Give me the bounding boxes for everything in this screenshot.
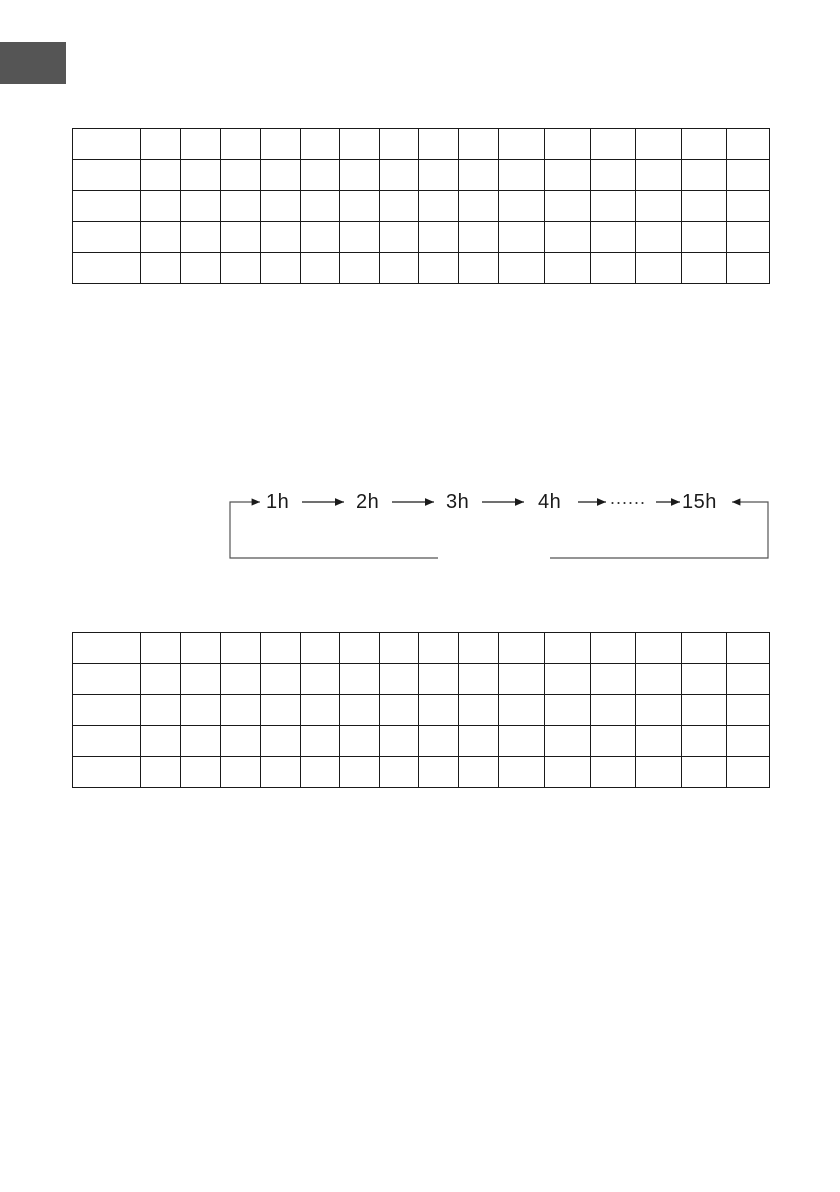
timer-cycle-diagram xyxy=(220,480,780,580)
table-cell xyxy=(727,129,770,160)
table-cell xyxy=(340,633,380,664)
table-cell xyxy=(459,664,499,695)
table-cell xyxy=(141,757,181,788)
table-cell xyxy=(261,160,301,191)
table-cell xyxy=(591,633,636,664)
table-cell xyxy=(499,757,545,788)
table-cell xyxy=(499,222,545,253)
table-cell xyxy=(340,129,380,160)
table-cell xyxy=(141,129,181,160)
table-row xyxy=(73,222,770,253)
table-row xyxy=(73,633,770,664)
table-cell xyxy=(419,129,459,160)
table-cell xyxy=(636,129,682,160)
table-cell xyxy=(301,726,340,757)
table-cell xyxy=(221,222,261,253)
table-cell xyxy=(181,222,221,253)
cycle-step-15h: 15h xyxy=(682,491,717,513)
table-cell xyxy=(682,253,727,284)
table-cell xyxy=(261,633,301,664)
table-cell xyxy=(261,664,301,695)
table-cell xyxy=(682,222,727,253)
table-cell xyxy=(459,757,499,788)
table-cell xyxy=(591,726,636,757)
table-cell xyxy=(419,633,459,664)
table-top xyxy=(72,128,770,284)
table-cell xyxy=(73,253,141,284)
table-cell xyxy=(181,633,221,664)
table-cell xyxy=(221,160,261,191)
table-cell xyxy=(499,160,545,191)
table-cell xyxy=(636,222,682,253)
table-row xyxy=(73,664,770,695)
table-cell xyxy=(727,191,770,222)
table-cell xyxy=(459,160,499,191)
table-cell xyxy=(636,191,682,222)
table-cell xyxy=(727,664,770,695)
table-cell xyxy=(301,191,340,222)
table-cell xyxy=(419,253,459,284)
table-cell xyxy=(340,191,380,222)
table-cell xyxy=(727,222,770,253)
cycle-ellipsis: ...... xyxy=(610,488,647,508)
table-cell xyxy=(499,695,545,726)
table-cell xyxy=(545,191,591,222)
table-cell xyxy=(682,664,727,695)
table-cell xyxy=(727,253,770,284)
table-cell xyxy=(545,757,591,788)
table-cell xyxy=(380,129,419,160)
table-cell xyxy=(221,664,261,695)
table-cell xyxy=(545,253,591,284)
table-cell xyxy=(636,726,682,757)
table-cell xyxy=(340,160,380,191)
table-cell xyxy=(301,160,340,191)
cycle-step-3h: 3h xyxy=(446,491,470,513)
table-cell xyxy=(221,191,261,222)
table-cell xyxy=(380,191,419,222)
table-cell xyxy=(636,757,682,788)
table-cell xyxy=(419,222,459,253)
table-cell xyxy=(499,191,545,222)
table-cell xyxy=(591,757,636,788)
table-cell xyxy=(380,160,419,191)
table-cell xyxy=(73,191,141,222)
table-cell xyxy=(181,253,221,284)
table-cell xyxy=(591,129,636,160)
table-cell xyxy=(419,160,459,191)
table-cell xyxy=(261,222,301,253)
table-cell xyxy=(380,757,419,788)
table-cell xyxy=(380,664,419,695)
table-cell xyxy=(682,129,727,160)
table-cell xyxy=(73,129,141,160)
table-cell xyxy=(545,695,591,726)
table-cell xyxy=(459,253,499,284)
table-bottom-body xyxy=(73,633,770,788)
table-cell xyxy=(340,253,380,284)
table-cell xyxy=(181,129,221,160)
table-cell xyxy=(636,160,682,191)
table-cell xyxy=(73,695,141,726)
table-cell xyxy=(181,757,221,788)
table-cell xyxy=(261,129,301,160)
table-cell xyxy=(419,757,459,788)
table-cell xyxy=(682,757,727,788)
table-cell xyxy=(73,222,141,253)
table-cell xyxy=(301,129,340,160)
table-cell xyxy=(545,222,591,253)
table-cell xyxy=(727,757,770,788)
table-cell xyxy=(636,253,682,284)
table-cell xyxy=(221,253,261,284)
table-cell xyxy=(380,222,419,253)
table-cell xyxy=(545,726,591,757)
table-cell xyxy=(591,160,636,191)
table-cell xyxy=(141,222,181,253)
table-cell xyxy=(727,633,770,664)
table-cell xyxy=(419,664,459,695)
table-cell xyxy=(301,222,340,253)
table-cell xyxy=(340,757,380,788)
table-cell xyxy=(141,253,181,284)
table-cell xyxy=(181,664,221,695)
table-cell xyxy=(591,695,636,726)
table-cell xyxy=(545,129,591,160)
table-cell xyxy=(682,695,727,726)
section-tab xyxy=(0,42,66,84)
table-cell xyxy=(301,253,340,284)
table-cell xyxy=(499,726,545,757)
table-row xyxy=(73,695,770,726)
cycle-step-1h: 1h xyxy=(266,491,290,513)
table-cell xyxy=(636,695,682,726)
table-cell xyxy=(591,222,636,253)
table-cell xyxy=(682,726,727,757)
table-cell xyxy=(380,253,419,284)
table-cell xyxy=(73,160,141,191)
table-cell xyxy=(459,191,499,222)
table-cell xyxy=(459,129,499,160)
table-cell xyxy=(380,726,419,757)
table-bottom xyxy=(72,632,770,788)
table-cell xyxy=(181,191,221,222)
table-cell xyxy=(419,726,459,757)
table-cell xyxy=(459,222,499,253)
table-row xyxy=(73,129,770,160)
table-cell xyxy=(545,664,591,695)
table-cell xyxy=(591,664,636,695)
table-cell xyxy=(545,633,591,664)
table-cell xyxy=(591,191,636,222)
table-cell xyxy=(73,757,141,788)
table-cell xyxy=(340,726,380,757)
table-cell xyxy=(727,726,770,757)
table-cell xyxy=(73,726,141,757)
table-cell xyxy=(261,253,301,284)
table-cell xyxy=(73,633,141,664)
table-cell xyxy=(340,695,380,726)
table-cell xyxy=(141,695,181,726)
table-row xyxy=(73,160,770,191)
cycle-step-4h: 4h xyxy=(538,491,562,513)
table-cell xyxy=(141,160,181,191)
table-cell xyxy=(636,664,682,695)
table-cell xyxy=(181,160,221,191)
table-cell xyxy=(380,633,419,664)
table-row xyxy=(73,757,770,788)
table-cell xyxy=(221,633,261,664)
table-cell xyxy=(221,695,261,726)
table-cell xyxy=(301,757,340,788)
table-cell xyxy=(499,253,545,284)
table-cell xyxy=(499,129,545,160)
table-cell xyxy=(591,253,636,284)
table-cell xyxy=(181,726,221,757)
table-cell xyxy=(727,695,770,726)
table-cell xyxy=(301,633,340,664)
table-cell xyxy=(545,160,591,191)
table-cell xyxy=(261,695,301,726)
cycle-step-2h: 2h xyxy=(356,491,380,513)
table-cell xyxy=(261,191,301,222)
table-cell xyxy=(380,695,419,726)
table-cell xyxy=(340,222,380,253)
table-cell xyxy=(141,633,181,664)
table-cell xyxy=(419,191,459,222)
table-cell xyxy=(419,695,459,726)
table-row xyxy=(73,191,770,222)
table-cell xyxy=(459,695,499,726)
table-cell xyxy=(459,633,499,664)
table-cell xyxy=(727,160,770,191)
table-cell xyxy=(221,757,261,788)
table-cell xyxy=(301,664,340,695)
table-row xyxy=(73,726,770,757)
table-top-body xyxy=(73,129,770,284)
table-cell xyxy=(682,633,727,664)
table-cell xyxy=(221,129,261,160)
table-cell xyxy=(301,695,340,726)
table-cell xyxy=(636,633,682,664)
table-cell xyxy=(682,160,727,191)
table-cell xyxy=(141,191,181,222)
table-cell xyxy=(261,726,301,757)
table-cell xyxy=(459,726,499,757)
table-cell xyxy=(221,726,261,757)
table-row xyxy=(73,253,770,284)
table-cell xyxy=(141,726,181,757)
table-cell xyxy=(499,664,545,695)
table-cell xyxy=(499,633,545,664)
table-cell xyxy=(73,664,141,695)
table-cell xyxy=(682,191,727,222)
table-cell xyxy=(181,695,221,726)
table-cell xyxy=(340,664,380,695)
table-cell xyxy=(261,757,301,788)
table-cell xyxy=(141,664,181,695)
